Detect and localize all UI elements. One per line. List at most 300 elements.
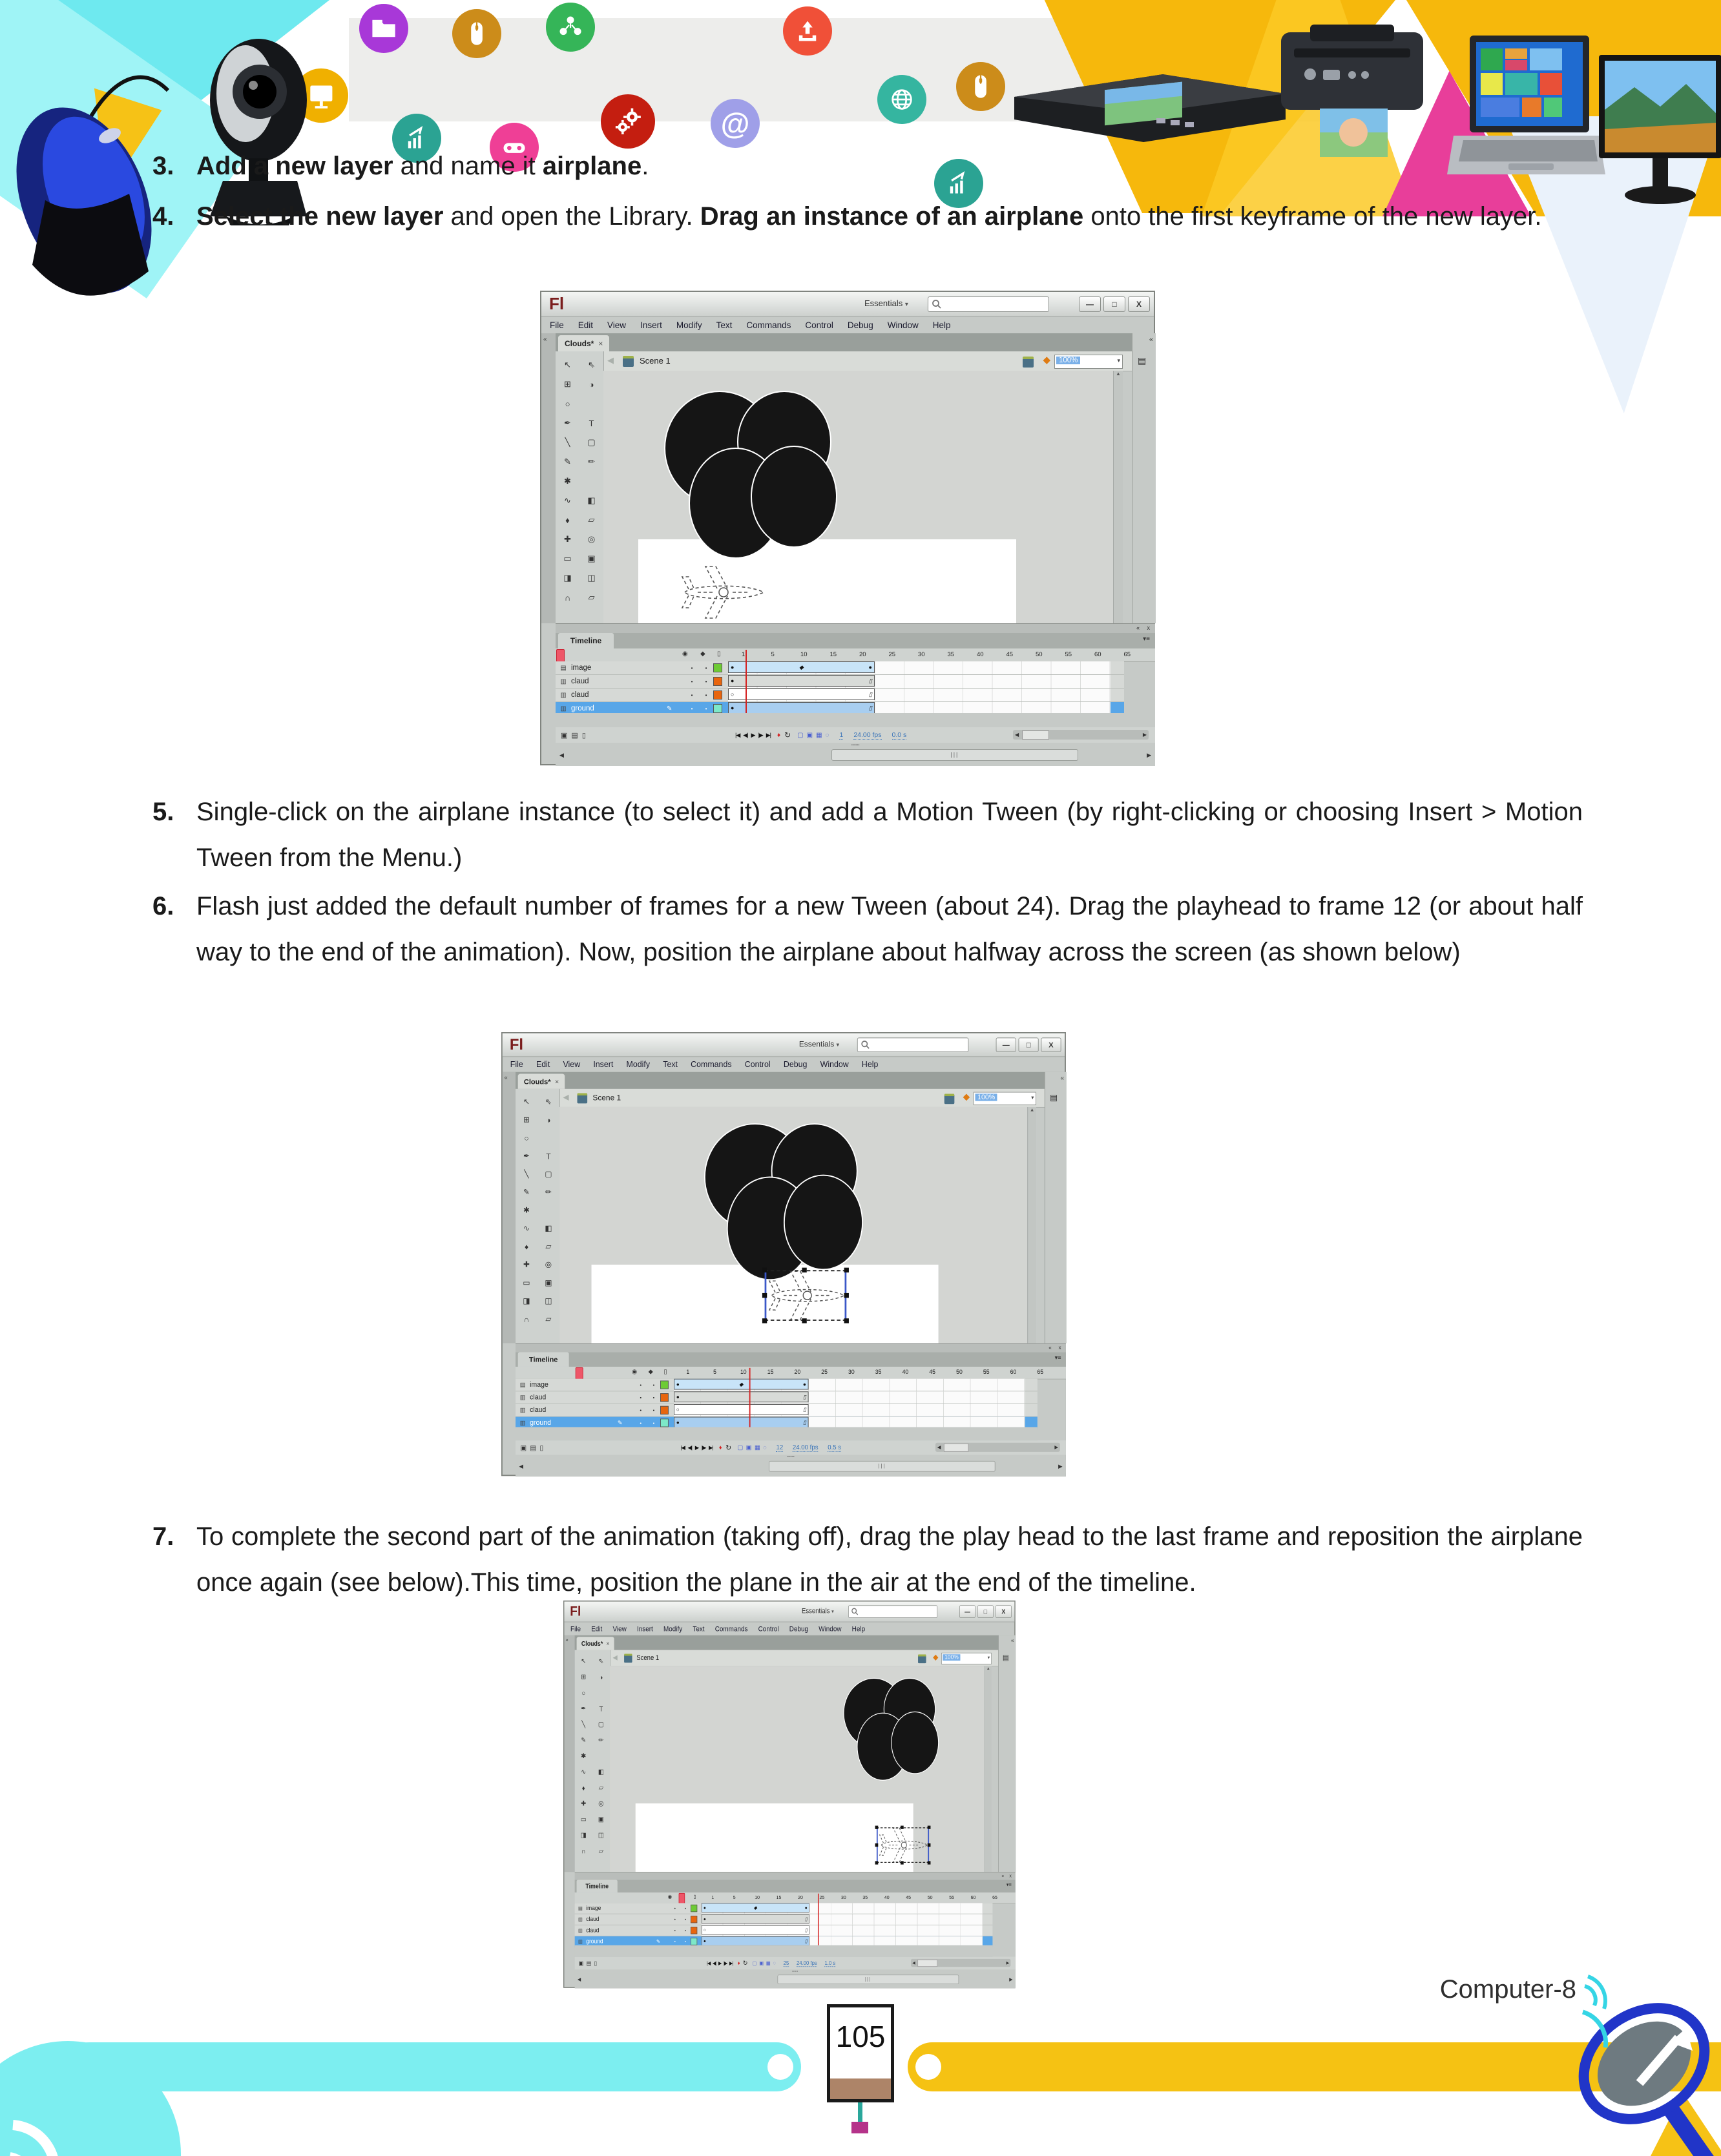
zoom-select[interactable] — [974, 1092, 1036, 1106]
layer-button[interactable]: ▤ — [571, 731, 578, 740]
loop-button[interactable]: ↻ — [784, 731, 791, 740]
tool-button[interactable] — [592, 1685, 610, 1701]
layer-button[interactable]: ▤ — [530, 1444, 536, 1452]
tool-button[interactable]: ◫ — [545, 1296, 552, 1305]
tool-button[interactable]: ↖ — [581, 1657, 587, 1665]
menu-item[interactable]: Help — [932, 320, 951, 330]
maximize-button[interactable]: □ — [1018, 1037, 1038, 1052]
menu-item[interactable]: Control — [805, 320, 833, 330]
search-input[interactable] — [928, 296, 1049, 312]
layer-name[interactable]: image — [586, 1905, 601, 1912]
menu-item[interactable]: Window — [887, 320, 919, 330]
panel-splitter[interactable]: ▪▪▪▪▪▪ — [787, 1455, 795, 1460]
menu-item[interactable]: File — [510, 1059, 523, 1069]
tab-close-icon[interactable]: × — [554, 1077, 559, 1086]
collapsed-panel-strip[interactable] — [1045, 1072, 1067, 1343]
tool-button[interactable]: ✎ — [523, 1187, 530, 1197]
edit-symbol-icon[interactable]: ◆ — [963, 1092, 970, 1103]
lock-dot[interactable]: • — [652, 1382, 655, 1388]
lock-dot[interactable]: • — [705, 705, 707, 712]
tool-button[interactable] — [579, 472, 603, 491]
panel-menu-icon[interactable]: ▾≡ — [1006, 1881, 1012, 1888]
tool-button[interactable]: ✚ — [581, 1799, 587, 1807]
left-collapse-strip[interactable] — [564, 1635, 575, 1872]
tool-button[interactable]: ◨ — [563, 573, 572, 583]
visibility-dot[interactable]: • — [674, 1917, 676, 1922]
stage-hscrollbar[interactable]: ◀ ||| ▶ — [575, 1974, 1016, 1985]
lock-dot[interactable]: • — [684, 1917, 686, 1922]
menu-item[interactable]: View — [563, 1059, 581, 1069]
lock-dot[interactable]: • — [684, 1939, 686, 1944]
collapsed-panel-strip[interactable] — [998, 1635, 1016, 1872]
maximize-button[interactable]: □ — [1103, 296, 1125, 312]
visibility-dot[interactable]: • — [691, 705, 693, 712]
keyframe-end: ▯ — [869, 704, 872, 711]
tool-button[interactable]: ▱ — [598, 1847, 604, 1855]
clouds-drawing[interactable] — [658, 390, 852, 566]
zoom-select[interactable] — [1054, 355, 1123, 369]
menu-item[interactable]: View — [612, 1624, 627, 1633]
menu-item[interactable]: View — [607, 320, 627, 330]
tool-button[interactable] — [537, 1201, 559, 1219]
lock-dot[interactable]: • — [684, 1905, 686, 1911]
transport-button[interactable]: ▶ — [751, 731, 755, 738]
transport-button[interactable]: ▶| — [709, 1444, 713, 1451]
elapsed-time[interactable]: 1.0 s — [824, 1960, 836, 1966]
menu-item[interactable]: Modify — [626, 1059, 651, 1069]
transport-button[interactable]: ▶ — [694, 1444, 699, 1451]
lock-dot[interactable]: • — [705, 678, 707, 685]
tool-button[interactable]: ⊞ — [564, 379, 571, 389]
onion-skin-button[interactable]: ▢ — [737, 1444, 744, 1451]
search-input[interactable] — [857, 1037, 969, 1052]
transport-button[interactable]: ▶ — [718, 1960, 722, 1966]
onion-skin-button[interactable]: ◌ — [763, 1444, 767, 1451]
menu-item[interactable]: Commands — [746, 320, 791, 330]
tool-button[interactable]: ╲ — [565, 437, 570, 447]
loop-button[interactable]: ↻ — [725, 1443, 732, 1452]
tool-button[interactable]: ✎ — [581, 1736, 587, 1744]
back-arrow-icon[interactable]: ◀ — [612, 1653, 618, 1661]
visibility-dot[interactable]: • — [640, 1420, 642, 1426]
tool-button[interactable]: ◧ — [598, 1767, 604, 1776]
layer-name[interactable]: claud — [571, 678, 589, 685]
tab-close-icon[interactable]: × — [598, 338, 603, 348]
collapse-icon[interactable]: « — [1001, 1872, 1005, 1879]
stage-vscrollbar[interactable]: ▲ — [985, 1666, 992, 1872]
close-panel-icon[interactable]: x — [1147, 625, 1150, 631]
timeline-tab[interactable]: Timeline — [577, 1880, 618, 1892]
stage-vscrollbar[interactable]: ▲ — [1113, 371, 1123, 623]
layer-button[interactable]: ▤ — [586, 1960, 592, 1967]
stage-hscrollbar[interactable]: ◀ ||| ▶ — [516, 1460, 1066, 1473]
timeline-scrollbar[interactable]: ◀ ▶ — [1013, 730, 1149, 740]
menu-item[interactable]: Help — [851, 1624, 866, 1633]
frame-track[interactable] — [702, 1914, 983, 1925]
tool-button[interactable]: ▱ — [545, 1314, 552, 1323]
tab-close-icon[interactable]: × — [606, 1639, 610, 1648]
tool-button[interactable]: ▣ — [545, 1278, 552, 1287]
visibility-dot[interactable]: • — [674, 1905, 676, 1911]
frame-number: 45 — [929, 1369, 936, 1376]
frame-track[interactable] — [674, 1379, 1025, 1391]
menu-item[interactable]: Debug — [847, 320, 873, 330]
tool-button[interactable]: ∿ — [581, 1767, 587, 1776]
current-frame[interactable]: 25 — [783, 1960, 789, 1966]
transport-button[interactable]: |▶ — [701, 1444, 706, 1451]
onion-skin-button[interactable]: ◌ — [825, 731, 829, 739]
playhead[interactable] — [679, 1893, 685, 1903]
stage[interactable] — [610, 1666, 992, 1872]
tool-button[interactable]: T — [599, 1705, 603, 1713]
layer-name[interactable]: ground — [586, 1938, 603, 1945]
zoom-select[interactable] — [941, 1653, 992, 1664]
frame-track[interactable] — [728, 689, 1111, 701]
lock-dot[interactable]: • — [705, 692, 707, 698]
airplane-instance[interactable] — [673, 560, 770, 623]
menu-item[interactable]: Commands — [691, 1059, 732, 1069]
onion-skin-button[interactable]: ▦ — [816, 731, 822, 739]
menu-item[interactable]: Edit — [578, 320, 594, 330]
onion-skin-button[interactable]: ▦ — [766, 1960, 771, 1966]
timeline-layer-row[interactable] — [575, 1903, 993, 1914]
visibility-dot[interactable]: • — [640, 1382, 642, 1388]
lock-dot[interactable]: • — [684, 1928, 686, 1933]
tool-button[interactable]: ◨ — [580, 1830, 587, 1839]
tool-button[interactable] — [537, 1129, 559, 1147]
visibility-dot[interactable]: • — [674, 1939, 676, 1944]
menu-item[interactable]: Insert — [640, 320, 662, 330]
menu-item[interactable]: Edit — [591, 1624, 603, 1633]
collapse-right-icon: « — [1011, 1637, 1014, 1644]
menu-item[interactable]: Control — [758, 1624, 779, 1633]
workspace-switcher[interactable]: Essentials ▾ — [801, 1606, 834, 1615]
tool-button[interactable]: ▣ — [598, 1815, 604, 1823]
airplane-instance[interactable] — [874, 1824, 931, 1866]
tool-button[interactable]: ✏ — [545, 1187, 552, 1197]
lock-dot[interactable]: • — [652, 1394, 655, 1400]
transport-button[interactable]: |◀ — [680, 1444, 685, 1451]
transport-button[interactable]: ◀| — [712, 1960, 716, 1966]
elapsed-time[interactable]: 0.0 s — [892, 731, 907, 739]
tool-button[interactable] — [592, 1748, 610, 1763]
visibility-dot[interactable]: • — [640, 1407, 642, 1413]
transport-button[interactable]: |▶ — [724, 1960, 727, 1966]
layer-button[interactable]: ▯ — [539, 1444, 544, 1452]
close-button[interactable]: X — [996, 1605, 1012, 1618]
frame-track[interactable] — [674, 1404, 1025, 1416]
tool-button[interactable]: ◑ — [599, 1673, 603, 1681]
timeline-scrollbar[interactable]: ◀ ▶ — [911, 1959, 1010, 1967]
panel-splitter[interactable]: ▪▪▪▪▪▪ — [791, 1970, 798, 1973]
workspace-switcher[interactable]: Essentials ▾ — [798, 1039, 840, 1049]
timeline-layer-row[interactable] — [556, 661, 1124, 675]
menu-item[interactable]: Window — [819, 1624, 842, 1633]
stage[interactable] — [603, 371, 1123, 623]
layer-button[interactable]: ▯ — [594, 1960, 598, 1967]
menu-item[interactable]: Window — [820, 1059, 849, 1069]
frame-rate[interactable]: 24.00 fps — [792, 1444, 819, 1451]
menu-item[interactable]: Debug — [783, 1059, 808, 1069]
timeline-layer-row[interactable] — [516, 1404, 1038, 1417]
clouds-drawing[interactable] — [840, 1677, 947, 1785]
tool-button[interactable]: ∩ — [564, 592, 571, 603]
tool-button[interactable]: T — [589, 418, 594, 428]
menu-item[interactable]: Text — [663, 1059, 678, 1069]
keyframe-start: ○ — [703, 1927, 706, 1933]
close-panel-icon[interactable]: x — [1058, 1344, 1061, 1351]
visibility-dot[interactable]: • — [691, 665, 693, 671]
tool-button[interactable]: ▱ — [588, 515, 595, 524]
tool-button[interactable]: ✒ — [564, 418, 571, 428]
back-arrow-icon[interactable]: ◀ — [563, 1092, 569, 1102]
tool-button[interactable]: ✚ — [564, 534, 571, 544]
close-button[interactable]: X — [1041, 1037, 1061, 1052]
lock-dot[interactable]: • — [652, 1420, 655, 1426]
current-frame[interactable]: 12 — [776, 1444, 784, 1451]
layer-name[interactable]: ground — [571, 705, 594, 712]
tool-button[interactable]: ▭ — [580, 1815, 587, 1823]
tool-button[interactable]: ✒ — [581, 1704, 587, 1712]
tool-button[interactable]: ◎ — [598, 1799, 604, 1807]
document-tab[interactable]: Clouds* × — [558, 335, 609, 351]
playhead[interactable] — [556, 649, 565, 662]
timeline-layer-row[interactable] — [556, 689, 1124, 702]
left-collapse-strip[interactable] — [541, 333, 556, 623]
visibility-dot[interactable]: • — [691, 692, 693, 698]
menu-item[interactable]: Help — [861, 1059, 879, 1069]
layer-name[interactable]: claud — [530, 1406, 547, 1414]
menu-item[interactable]: Debug — [789, 1624, 809, 1633]
tool-button[interactable]: ▢ — [598, 1720, 604, 1728]
document-tab[interactable]: Clouds* × — [518, 1074, 565, 1089]
timeline-layer-row[interactable] — [575, 1925, 993, 1936]
layer-name[interactable]: image — [571, 664, 592, 672]
search-input[interactable] — [848, 1605, 937, 1618]
tool-button[interactable]: T — [546, 1151, 551, 1161]
tool-button[interactable]: ◫ — [598, 1830, 604, 1839]
minimize-button[interactable]: — — [996, 1037, 1016, 1052]
elapsed-time[interactable]: 0.5 s — [828, 1444, 842, 1451]
tool-button[interactable]: ◑ — [589, 379, 594, 389]
tool-button[interactable]: ✒ — [523, 1151, 530, 1161]
back-arrow-icon[interactable]: ◀ — [607, 355, 614, 365]
frame-track[interactable] — [728, 661, 1111, 674]
keyframe-start: ● — [676, 1381, 680, 1387]
panel-menu-icon[interactable]: ▾≡ — [1143, 636, 1150, 643]
tool-button[interactable]: ⇖ — [545, 1097, 552, 1106]
tool-button[interactable]: ◑ — [546, 1115, 551, 1125]
layer-icon: ▥ — [519, 1419, 526, 1427]
menu-item[interactable]: Edit — [536, 1059, 550, 1069]
tool-button[interactable]: ∩ — [523, 1314, 530, 1324]
clouds-drawing[interactable] — [699, 1123, 877, 1287]
lock-dot[interactable]: • — [652, 1407, 655, 1413]
menu-item[interactable]: File — [570, 1624, 581, 1633]
menu-item[interactable]: Text — [716, 320, 733, 330]
edit-scene-icon[interactable] — [1023, 357, 1034, 368]
layer-name[interactable]: image — [530, 1381, 548, 1389]
transport-button[interactable]: ▶| — [729, 1960, 733, 1966]
edit-symbol-icon[interactable]: ◆ — [1043, 355, 1050, 366]
lock-dot[interactable]: • — [705, 665, 707, 671]
edit-scene-icon[interactable] — [918, 1654, 926, 1663]
tool-button[interactable]: ○ — [565, 399, 570, 409]
transport-button[interactable]: ◀| — [743, 731, 748, 738]
menu-item[interactable]: File — [550, 320, 564, 330]
tool-button[interactable]: ⊞ — [523, 1115, 530, 1125]
timeline-layer-row[interactable] — [516, 1379, 1038, 1392]
edit-symbol-icon[interactable]: ◆ — [933, 1652, 939, 1662]
current-frame[interactable]: 1 — [839, 731, 844, 739]
tool-button[interactable]: ╲ — [524, 1169, 529, 1179]
document-tab[interactable]: Clouds* × — [577, 1637, 614, 1650]
transport-button[interactable]: |▶ — [758, 731, 763, 738]
tool-button[interactable]: ✱ — [581, 1752, 587, 1760]
airplane-instance[interactable] — [761, 1265, 850, 1325]
tool-button[interactable]: ↖ — [523, 1097, 530, 1106]
layer-color-swatch — [660, 1406, 669, 1415]
tool-button[interactable]: ∩ — [581, 1847, 586, 1855]
panel-splitter[interactable]: ▪▪▪▪▪▪ — [851, 743, 860, 747]
stage[interactable] — [559, 1107, 1036, 1343]
menu-item[interactable]: Control — [744, 1059, 771, 1069]
loop-button[interactable]: ↻ — [742, 1959, 748, 1967]
tool-button[interactable]: ▢ — [545, 1169, 552, 1179]
minimize-button[interactable]: — — [959, 1605, 975, 1618]
timeline-tab[interactable]: Timeline — [518, 1353, 569, 1367]
menu-item[interactable]: Insert — [593, 1059, 614, 1069]
step-4: 4. Select the new layer and open the Library. Drag an instance of an airplane onto the first keyframe of the new layer. — [150, 194, 1583, 240]
visibility-dot[interactable]: • — [691, 678, 693, 685]
tool-button[interactable]: ▱ — [545, 1241, 552, 1251]
tool-button[interactable]: ◎ — [587, 534, 596, 544]
stage-hscrollbar[interactable]: ◀ ||| ▶ — [556, 748, 1155, 762]
transport-button[interactable]: |◀ — [706, 1960, 711, 1966]
tool-button[interactable]: ⇖ — [598, 1657, 604, 1665]
collapsed-panel-strip[interactable] — [1132, 333, 1156, 623]
tool-button[interactable]: ▭ — [523, 1278, 530, 1287]
tool-button[interactable]: ◫ — [587, 573, 596, 583]
playhead[interactable] — [576, 1367, 583, 1380]
transport-button[interactable]: ▶| — [766, 731, 771, 738]
tool-button[interactable]: ✏ — [598, 1736, 604, 1744]
tool-button[interactable]: ╲ — [581, 1720, 586, 1728]
visibility-dot[interactable]: • — [640, 1394, 642, 1400]
transport-button[interactable]: |◀ — [735, 731, 740, 738]
collapse-icon[interactable]: « — [1048, 1344, 1052, 1351]
tool-button[interactable]: ✚ — [523, 1259, 530, 1269]
edit-scene-icon[interactable] — [944, 1094, 955, 1104]
timeline-layer-row[interactable] — [575, 1914, 993, 1925]
collapse-right-icon: « — [1060, 1074, 1065, 1082]
stage-vscrollbar[interactable]: ▲ — [1027, 1107, 1036, 1343]
tool-button[interactable]: ⊞ — [581, 1672, 587, 1681]
tool-button[interactable]: ○ — [581, 1688, 586, 1697]
tool-button[interactable]: ✱ — [564, 476, 571, 486]
tool-button[interactable]: ✏ — [588, 457, 595, 466]
frame-track[interactable] — [674, 1391, 1025, 1404]
tool-button[interactable]: ∿ — [523, 1223, 530, 1233]
layer-name[interactable]: ground — [530, 1419, 551, 1427]
tool-button[interactable]: ◎ — [545, 1259, 552, 1269]
menu-item[interactable]: Commands — [714, 1624, 748, 1633]
tool-button[interactable]: ⇖ — [588, 360, 595, 369]
close-panel-icon[interactable]: x — [1009, 1872, 1012, 1879]
collapse-icon[interactable]: « — [1136, 625, 1140, 631]
visibility-dot[interactable]: • — [674, 1928, 676, 1933]
tool-button[interactable]: ◧ — [587, 495, 596, 505]
left-collapse-strip[interactable] — [503, 1072, 516, 1343]
layer-button[interactable]: ▯ — [581, 731, 586, 740]
onion-skin-button[interactable]: ▢ — [797, 731, 804, 739]
tool-button[interactable]: ▢ — [587, 437, 596, 447]
layer-name[interactable]: claud — [586, 1927, 600, 1934]
onion-skin-button[interactable]: ▢ — [752, 1960, 757, 1966]
close-button[interactable]: X — [1128, 296, 1150, 312]
frame-rate[interactable]: 24.00 fps — [853, 731, 882, 739]
layer-name[interactable]: claud — [586, 1916, 600, 1923]
layer-button[interactable]: ▣ — [561, 731, 568, 740]
frame-track[interactable] — [702, 1903, 983, 1913]
tool-button[interactable]: ♦ — [565, 515, 570, 525]
onion-skin-button[interactable]: ▣ — [759, 1960, 764, 1966]
onion-skin-button[interactable]: ▦ — [755, 1444, 760, 1451]
layer-name[interactable]: claud — [530, 1394, 547, 1402]
tool-button[interactable]: ▱ — [598, 1783, 604, 1792]
layer-name[interactable]: claud — [571, 691, 589, 699]
tool-button[interactable] — [579, 394, 603, 413]
timeline-tab[interactable]: Timeline — [558, 633, 614, 648]
timeline-layer-row[interactable] — [516, 1391, 1038, 1404]
panel-menu-icon[interactable]: ▾≡ — [1054, 1354, 1061, 1362]
layer-button[interactable]: ▣ — [578, 1960, 584, 1967]
minimize-button[interactable]: — — [1079, 296, 1101, 312]
tool-button[interactable]: ↖ — [564, 360, 571, 369]
menu-item[interactable]: Text — [693, 1624, 705, 1633]
tool-button[interactable]: ▱ — [588, 592, 595, 602]
workspace-switcher[interactable]: Essentials ▾ — [864, 298, 908, 308]
menu-item[interactable]: Modify — [676, 320, 702, 330]
tool-button[interactable]: ◧ — [545, 1223, 552, 1233]
tool-button[interactable]: ○ — [524, 1133, 529, 1143]
onion-skin-button[interactable]: ▣ — [746, 1444, 752, 1451]
frame-number: 5 — [771, 651, 775, 658]
timeline-scrollbar[interactable]: ◀ ▶ — [935, 1443, 1060, 1452]
tool-button[interactable]: ✎ — [564, 457, 571, 466]
frame-track[interactable] — [702, 1925, 983, 1936]
tool-button[interactable]: ✱ — [523, 1205, 530, 1215]
tool-button[interactable]: ◨ — [523, 1296, 530, 1305]
frame-rate[interactable]: 24.00 fps — [796, 1960, 817, 1966]
maximize-button[interactable]: □ — [977, 1605, 994, 1618]
frame-number: 50 — [927, 1894, 933, 1901]
menu-bar — [504, 1056, 1061, 1072]
tool-button[interactable]: ♦ — [581, 1783, 585, 1792]
tool-button[interactable]: ∿ — [564, 495, 571, 505]
layer-button[interactable]: ▣ — [520, 1444, 527, 1452]
frame-track[interactable] — [728, 675, 1111, 688]
onion-skin-button[interactable]: ◌ — [773, 1960, 776, 1966]
transport-button[interactable]: ◀| — [687, 1444, 693, 1451]
tool-button[interactable]: ▭ — [563, 554, 572, 563]
tool-button[interactable]: ▣ — [587, 554, 596, 563]
onion-skin-button[interactable]: ▣ — [806, 731, 813, 739]
menu-item[interactable]: Modify — [663, 1624, 683, 1633]
tool-button[interactable]: ♦ — [524, 1241, 529, 1251]
timeline-layer-row[interactable] — [556, 675, 1124, 689]
menu-item[interactable]: Insert — [636, 1624, 653, 1633]
